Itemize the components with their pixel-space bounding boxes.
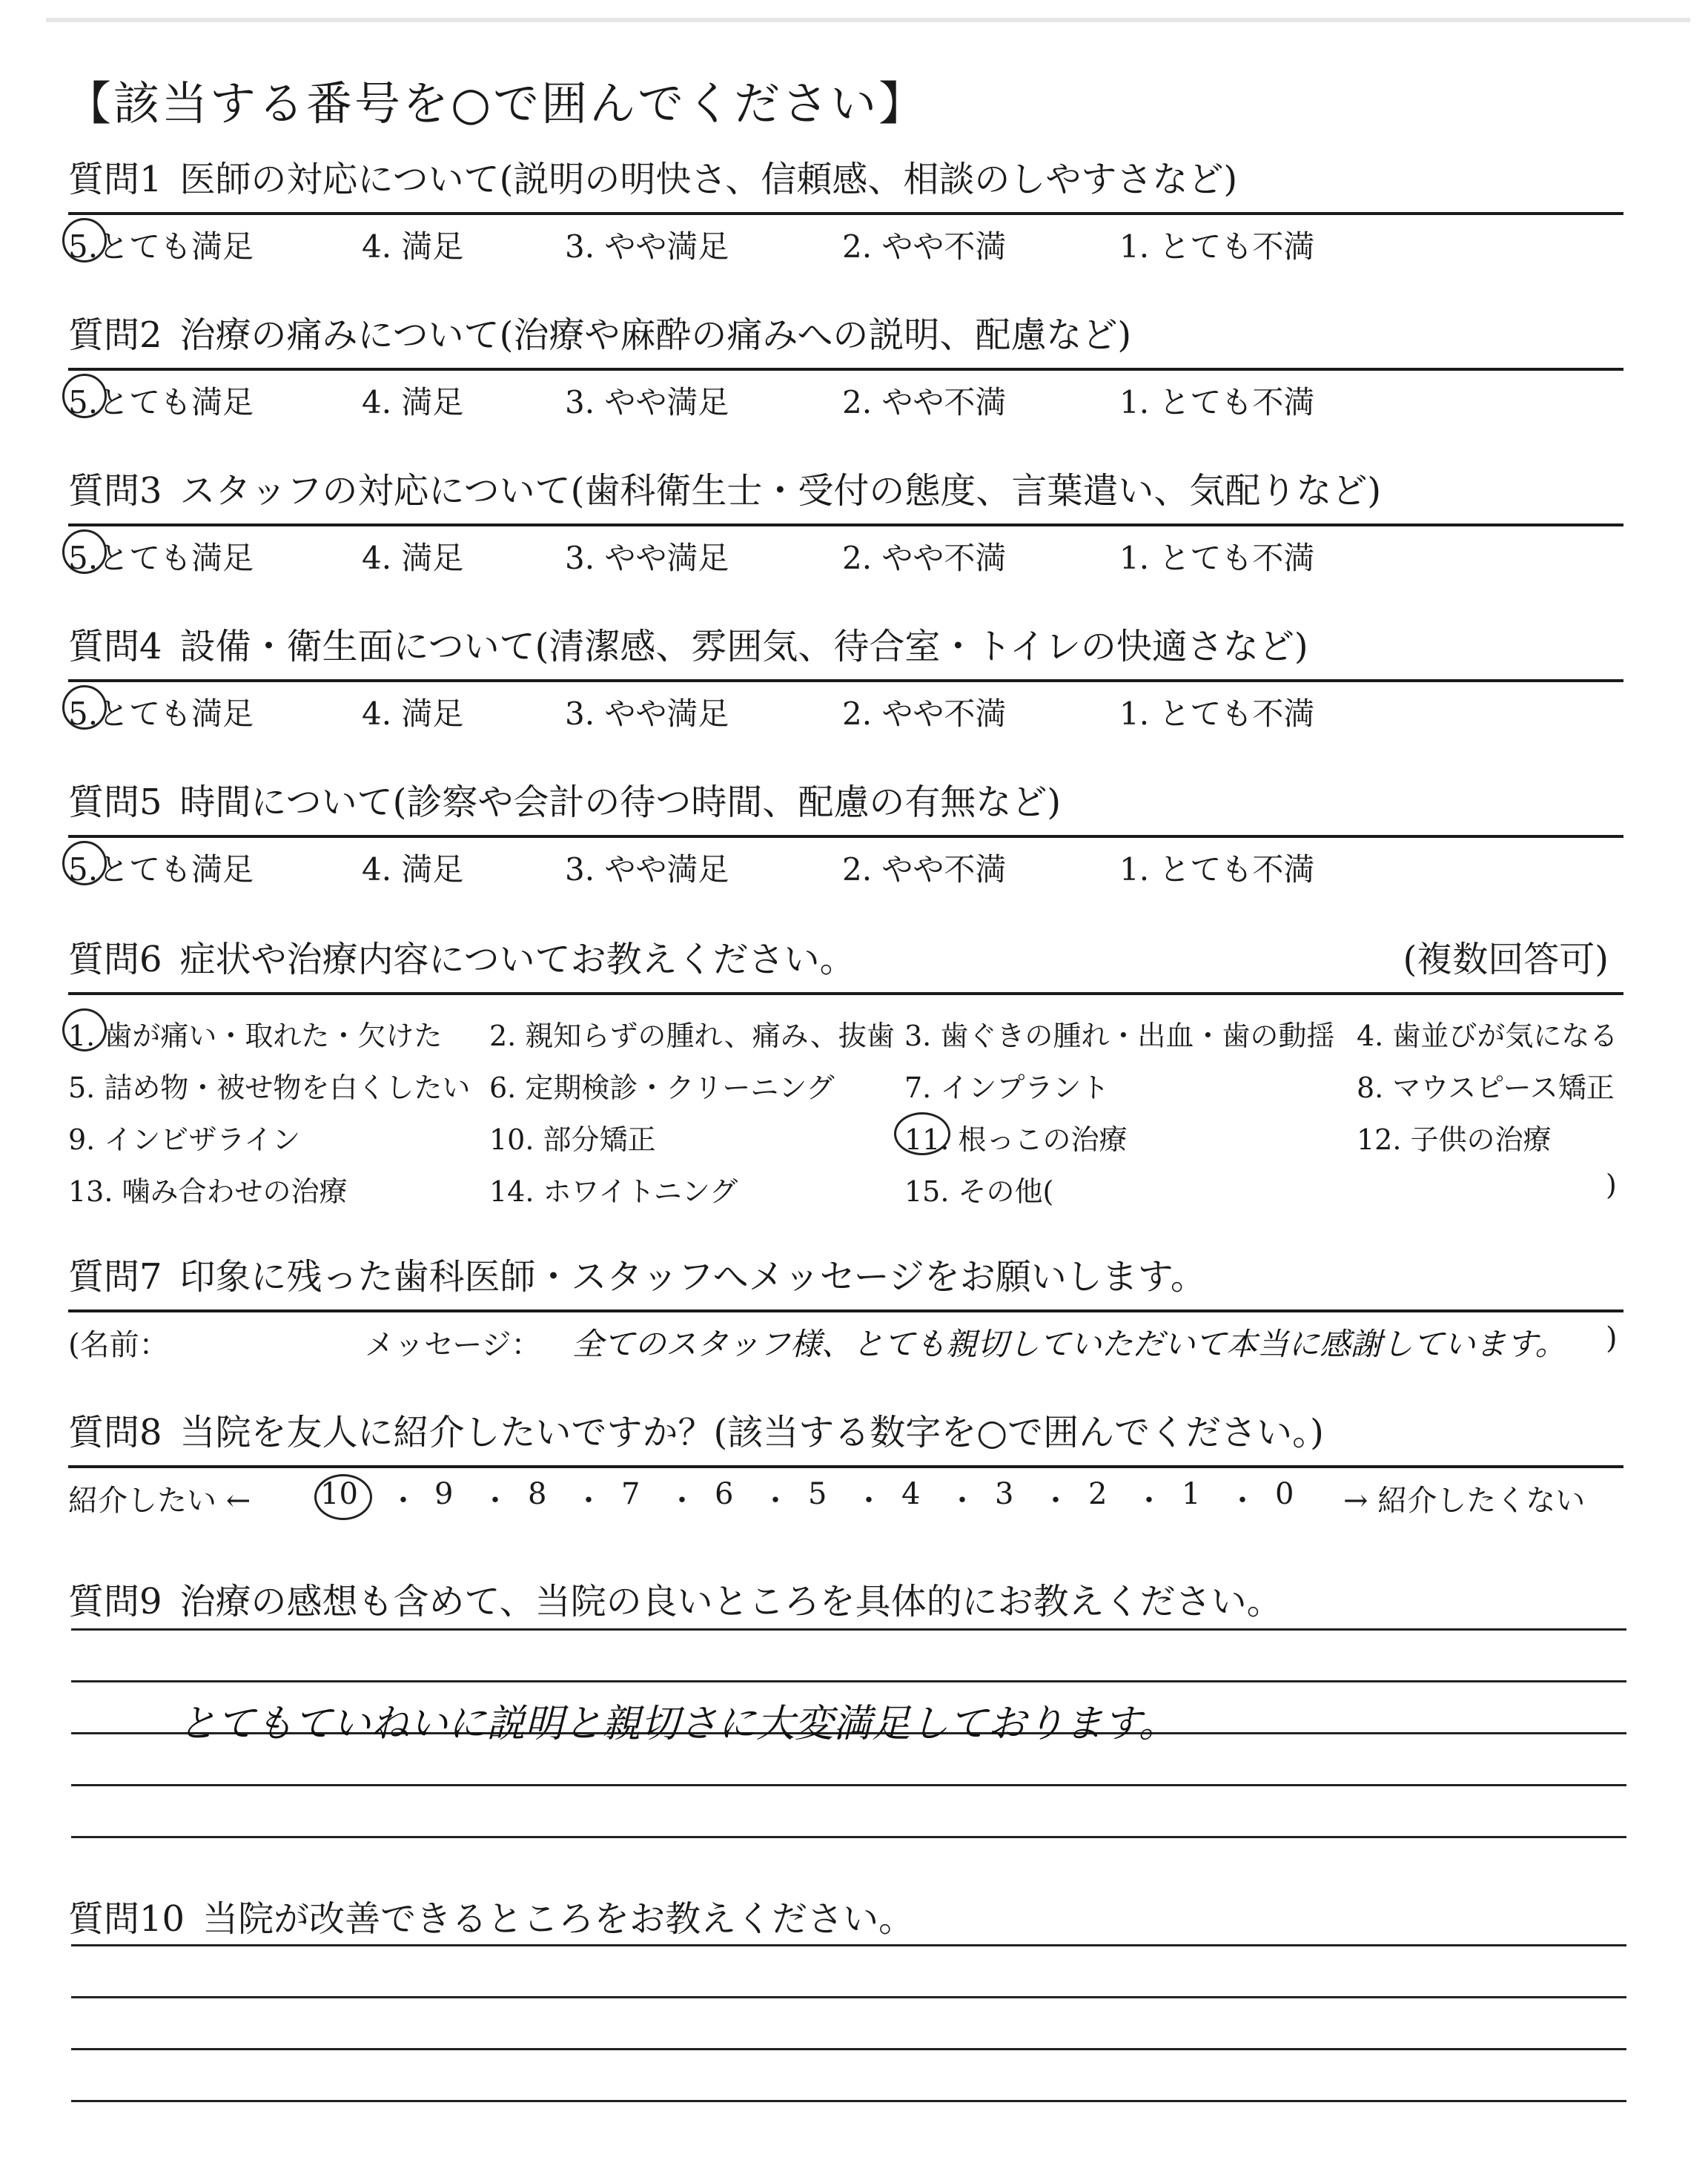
scale-value-0[interactable]: 0 [1275, 1477, 1294, 1511]
option-1[interactable]: 1. とても不満 [1119, 540, 1315, 576]
question-text: 印象に残った歯科医師・スタッフへメッセージをお願いします。 [179, 1256, 1206, 1298]
answer-lines-q10 [71, 1944, 1626, 2152]
scale-value-8[interactable]: 8 [528, 1477, 547, 1511]
symptom-option[interactable]: 1. 歯が痛い・取れた・欠けた [68, 1020, 443, 1052]
question-text: 設備・衛生面について(清潔感、雰囲気、待合室・トイレの快適さなど) [179, 626, 1308, 667]
question-label: 質問2 [68, 314, 162, 356]
question-label: 質問5 [68, 782, 162, 823]
question-4 [68, 623, 1623, 732]
option-1[interactable]: 1. とても不満 [1119, 228, 1315, 265]
option-1[interactable]: 1. とても不満 [1119, 696, 1315, 732]
scale-value-6[interactable]: 6 [715, 1477, 734, 1511]
symptom-options [68, 995, 1623, 1210]
question-5 [68, 779, 1623, 888]
question-label: 質問3 [68, 470, 162, 512]
writing-line [71, 2100, 1626, 2102]
option-3[interactable]: 3. やや満足 [565, 540, 729, 576]
option-5[interactable]: 5.とても満足 [68, 228, 254, 265]
option-2[interactable]: 2. やや不満 [842, 696, 1007, 732]
rating-options [68, 526, 1623, 576]
rating-options [68, 838, 1623, 888]
scale-dot: ・ [1134, 1484, 1164, 1518]
question-6 [68, 936, 1623, 1210]
option-3[interactable]: 3. やや満足 [565, 384, 729, 420]
question-text: 医師の対応について(説明の明快さ、信頼感、相談のしやすさなど) [179, 159, 1238, 200]
question-label: 質問9 [68, 1581, 162, 1622]
question-2 [68, 311, 1623, 420]
question-text: 治療の感想も含めて、当院の良いところを具体的にお教えください。 [179, 1581, 1282, 1622]
scale-dot: ・ [947, 1484, 977, 1518]
symptom-option[interactable]: 11. 根っこの治療 [904, 1123, 1128, 1156]
scale-dot: ・ [480, 1484, 510, 1518]
question-text: 治療の痛みについて(治療や麻酔の痛みへの説明、配慮など) [179, 314, 1132, 356]
option-5[interactable]: 5.とても満足 [68, 851, 254, 888]
symptom-option[interactable]: 7. インプラント [904, 1071, 1110, 1104]
symptom-option[interactable]: 12. 子供の治療 [1357, 1123, 1552, 1156]
option-4[interactable]: 4. 満足 [362, 851, 464, 888]
writing-line [71, 1680, 1626, 1682]
scale-value-1[interactable]: 1 [1182, 1477, 1201, 1511]
symptom-option[interactable]: 8. マウスピース矯正 [1357, 1071, 1615, 1104]
question-3 [68, 467, 1623, 576]
message-close-paren: ) [1606, 1321, 1618, 1355]
option-4[interactable]: 4. 満足 [362, 696, 464, 732]
question-9 [68, 1578, 1623, 1625]
symptom-option[interactable]: 5. 詰め物・被せ物を白くしたい [68, 1071, 471, 1104]
symptom-option[interactable]: 4. 歯並びが気になる [1357, 1020, 1618, 1052]
option-1[interactable]: 1. とても不満 [1119, 384, 1315, 420]
question-text: スタッフの対応について(歯科衛生士・受付の態度、言葉遣い、気配りなど) [179, 470, 1382, 512]
scale-dot: ・ [388, 1484, 418, 1518]
page-top-border [46, 18, 1690, 22]
scale-dot: ・ [1228, 1484, 1257, 1518]
option-4[interactable]: 4. 満足 [362, 384, 464, 420]
scale-value-5[interactable]: 5 [808, 1477, 827, 1511]
scale-value-10[interactable]: 10 [320, 1477, 358, 1511]
option-2[interactable]: 2. やや不満 [842, 228, 1007, 265]
scale-value-7[interactable]: 7 [621, 1477, 640, 1511]
option-3[interactable]: 3. やや満足 [565, 851, 729, 888]
symptom-option[interactable]: 15. その他( [904, 1175, 1054, 1208]
symptom-option[interactable]: 9. インビザライン [68, 1123, 301, 1156]
symptom-option[interactable]: 10. 部分矯正 [489, 1123, 656, 1156]
rating-options [68, 215, 1623, 265]
question-label: 質問1 [68, 159, 162, 200]
message-row [68, 1312, 1623, 1364]
scale-dot: ・ [761, 1484, 790, 1518]
question-7 [68, 1253, 1623, 1364]
option-1[interactable]: 1. とても不満 [1119, 851, 1315, 888]
message-label: メッセージ： [365, 1328, 541, 1362]
question-label: 質問7 [68, 1256, 162, 1298]
other-close-paren: ) [1606, 1169, 1617, 1201]
scale-dot: ・ [854, 1484, 884, 1518]
rating-options [68, 371, 1623, 420]
scale-value-4[interactable]: 4 [901, 1477, 921, 1511]
question-label: 質問6 [68, 939, 162, 980]
writing-line [71, 1996, 1626, 1998]
question-label: 質問10 [68, 1898, 185, 1940]
question-text: 当院を友人に紹介したいですか？(該当する数字を○で囲んでください。) [179, 1412, 1324, 1453]
option-2[interactable]: 2. やや不満 [842, 540, 1007, 576]
form-title: 【該当する番号を○で囲んでください】 [65, 76, 927, 131]
scale-value-3[interactable]: 3 [995, 1477, 1014, 1511]
rating-options [68, 682, 1623, 732]
handwritten-answer-q9[interactable]: とてもていねいに説明と親切さに大変満足しております。 [178, 1702, 1177, 1746]
question-1 [68, 156, 1623, 265]
writing-line [71, 1836, 1626, 1838]
multiple-answer-note: (複数回答可) [1403, 939, 1609, 980]
option-5[interactable]: 5.とても満足 [68, 696, 254, 732]
option-3[interactable]: 3. やや満足 [565, 696, 729, 732]
name-label: (名前： [68, 1328, 169, 1362]
symptom-option[interactable]: 13. 噛み合わせの治療 [68, 1175, 348, 1208]
question-8 [68, 1409, 1623, 1518]
scale-value-9[interactable]: 9 [434, 1477, 454, 1511]
scale-dot: ・ [667, 1484, 697, 1518]
handwritten-message[interactable]: 全てのスタッフ様、とても親切していただいて本当に感謝しています。 [572, 1326, 1566, 1362]
recommend-scale [68, 1468, 1623, 1518]
question-label: 質問4 [68, 626, 162, 667]
scale-dot: ・ [1041, 1484, 1070, 1518]
writing-line [71, 2048, 1626, 2050]
question-10 [68, 1895, 1623, 1943]
scale-left-label: 紹介したい ← [68, 1484, 251, 1518]
option-2[interactable]: 2. やや不満 [842, 384, 1007, 420]
question-text: 症状や治療内容についてお教えください。 [179, 939, 855, 980]
answer-lines-q9 [71, 1628, 1626, 1888]
option-5[interactable]: 5.とても満足 [68, 540, 254, 576]
option-4[interactable]: 4. 満足 [362, 540, 464, 576]
symptom-option[interactable]: 2. 親知らずの腫れ、痛み、抜歯 [489, 1020, 895, 1052]
option-5[interactable]: 5.とても満足 [68, 384, 254, 420]
symptom-option[interactable]: 14. ホワイトニング [489, 1175, 738, 1208]
question-label: 質問8 [68, 1412, 162, 1453]
option-4[interactable]: 4. 満足 [362, 228, 464, 265]
writing-line [71, 1628, 1626, 1631]
writing-line [71, 1784, 1626, 1786]
scale-value-2[interactable]: 2 [1088, 1477, 1108, 1511]
symptom-option[interactable]: 3. 歯ぐきの腫れ・出血・歯の動揺 [904, 1020, 1335, 1052]
option-3[interactable]: 3. やや満足 [565, 228, 729, 265]
question-text: 当院が改善できるところをお教えください。 [202, 1898, 915, 1940]
scale-right-label: → 紹介したくない [1343, 1484, 1586, 1518]
symptom-option[interactable]: 6. 定期検診・クリーニング [489, 1071, 835, 1104]
option-2[interactable]: 2. やや不満 [842, 851, 1007, 888]
question-text: 時間について(診察や会計の待つ時間、配慮の有無など) [179, 782, 1062, 823]
writing-line [71, 1944, 1626, 1946]
scale-dot: ・ [574, 1484, 603, 1518]
